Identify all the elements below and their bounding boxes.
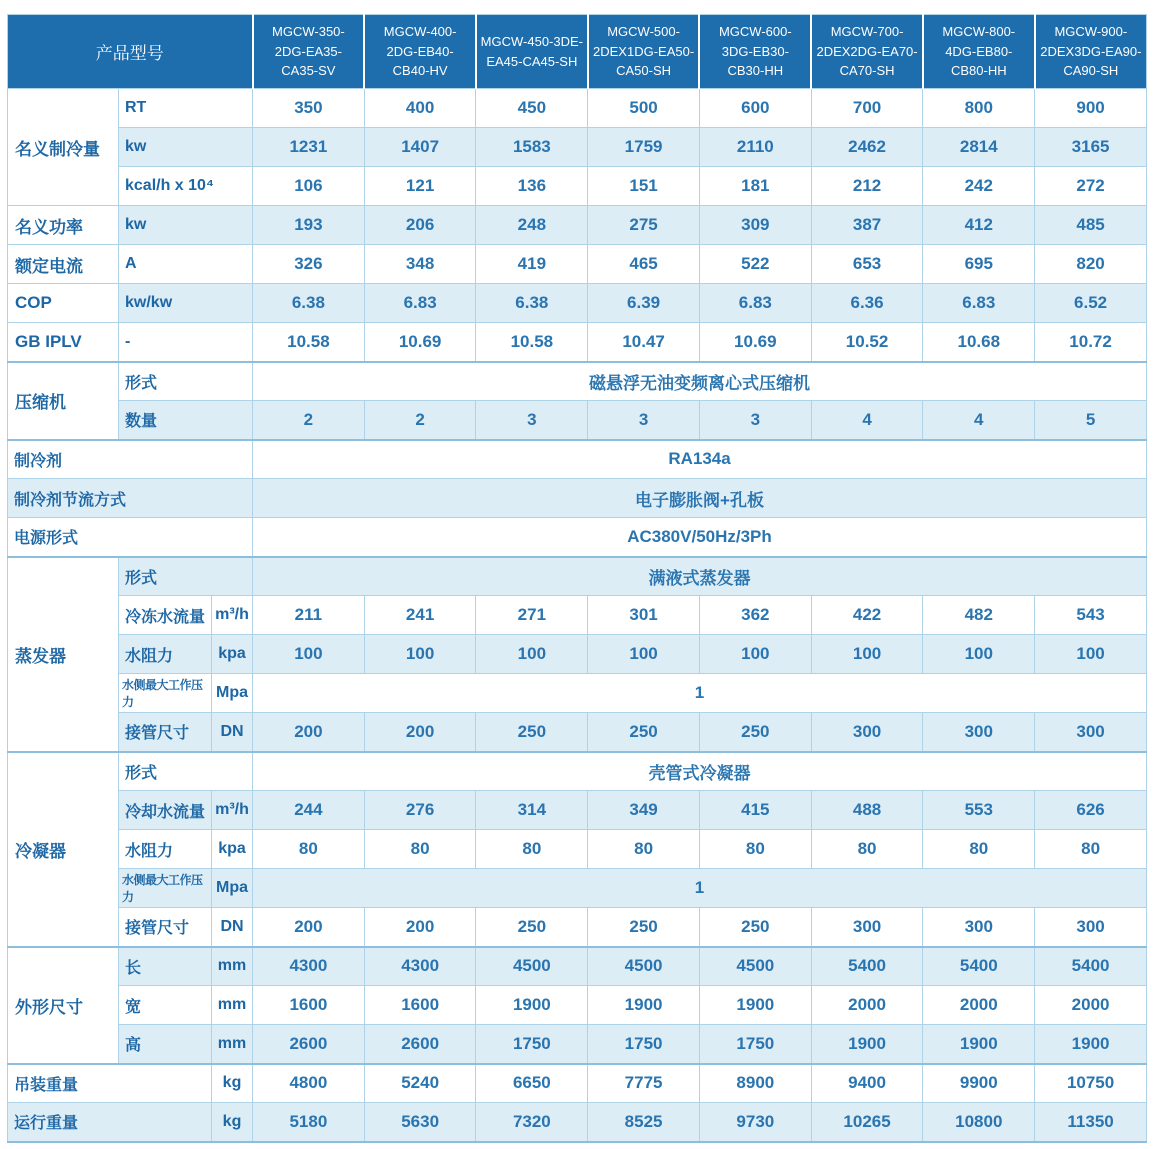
row-label: 水侧最大工作压力 xyxy=(119,869,212,908)
value-cell: 4500 xyxy=(699,947,811,986)
table-row xyxy=(8,245,1147,284)
row-label: 水侧最大工作压力 xyxy=(119,674,212,713)
value-cell: 4 xyxy=(811,401,923,440)
category-cell: 蒸发器 xyxy=(8,557,119,752)
row-label: 制冷剂 xyxy=(8,440,253,479)
row-label: 形式 xyxy=(119,362,253,401)
value-cell: 1900 xyxy=(588,986,700,1025)
value-cell: 300 xyxy=(811,713,923,752)
value-cell: 1750 xyxy=(588,1025,700,1064)
value-cell: 300 xyxy=(1035,908,1147,947)
unit-cell: DN xyxy=(212,713,253,752)
row-label: 形式 xyxy=(119,752,253,791)
value-cell: 1600 xyxy=(364,986,476,1025)
value-cell: 6.52 xyxy=(1035,284,1147,323)
value-cell: 6.39 xyxy=(588,284,700,323)
value-cell: 100 xyxy=(588,635,700,674)
value-cell: 362 xyxy=(699,596,811,635)
table-row xyxy=(8,791,1147,830)
value-cell: 450 xyxy=(476,89,588,128)
category-cell: 压缩机 xyxy=(8,362,119,440)
value-cell: 200 xyxy=(364,908,476,947)
category-cell: 额定电流 xyxy=(8,245,119,284)
value-cell: 3165 xyxy=(1035,128,1147,167)
table-row xyxy=(8,557,1147,596)
value-cell: 695 xyxy=(923,245,1035,284)
unit-cell: m³/h xyxy=(212,596,253,635)
value-cell: 5400 xyxy=(1035,947,1147,986)
row-label: 电源形式 xyxy=(8,518,253,557)
header-model-2: MGCW-400-2DG-EB40-CB40-HV xyxy=(364,15,476,89)
merged-value-cell: 电子膨胀阀+孔板 xyxy=(253,479,1147,518)
value-cell: 6650 xyxy=(476,1064,588,1103)
value-cell: 80 xyxy=(476,830,588,869)
table-row xyxy=(8,479,1147,518)
value-cell: 2000 xyxy=(811,986,923,1025)
spec-table-body xyxy=(8,89,1147,1142)
product-spec-table xyxy=(7,14,1147,1143)
value-cell: 2600 xyxy=(364,1025,476,1064)
value-cell: 415 xyxy=(699,791,811,830)
value-cell: 11350 xyxy=(1035,1103,1147,1142)
value-cell: 300 xyxy=(923,908,1035,947)
value-cell: 200 xyxy=(253,908,365,947)
header-model-3: MGCW-450-3DE-EA45-CA45-SH xyxy=(476,15,588,89)
value-cell: 8900 xyxy=(699,1064,811,1103)
table-row xyxy=(8,284,1147,323)
value-cell: 1759 xyxy=(588,128,700,167)
unit-cell: kg xyxy=(212,1103,253,1142)
table-row xyxy=(8,323,1147,362)
value-cell: 485 xyxy=(1035,206,1147,245)
value-cell: 276 xyxy=(364,791,476,830)
value-cell: 300 xyxy=(923,713,1035,752)
value-cell: 465 xyxy=(588,245,700,284)
value-cell: 1750 xyxy=(699,1025,811,1064)
header-model-7: MGCW-800-4DG-EB80-CB80-HH xyxy=(923,15,1035,89)
row-label: kw xyxy=(119,128,253,167)
unit-cell: mm xyxy=(212,986,253,1025)
value-cell: 300 xyxy=(1035,713,1147,752)
unit-cell: Mpa xyxy=(212,674,253,713)
value-cell: 820 xyxy=(1035,245,1147,284)
value-cell: 193 xyxy=(253,206,365,245)
value-cell: 5240 xyxy=(364,1064,476,1103)
value-cell: 10.69 xyxy=(364,323,476,362)
value-cell: 1407 xyxy=(364,128,476,167)
header-model-6: MGCW-700-2DEX2DG-EA70-CA70-SH xyxy=(811,15,923,89)
row-label: 运行重量 xyxy=(8,1103,212,1142)
merged-value-cell: 满液式蒸发器 xyxy=(253,557,1147,596)
header-row xyxy=(8,15,1147,89)
value-cell: 211 xyxy=(253,596,365,635)
value-cell: 1583 xyxy=(476,128,588,167)
value-cell: 10.58 xyxy=(476,323,588,362)
value-cell: 314 xyxy=(476,791,588,830)
value-cell: 250 xyxy=(588,908,700,947)
value-cell: 482 xyxy=(923,596,1035,635)
value-cell: 412 xyxy=(923,206,1035,245)
value-cell: 349 xyxy=(588,791,700,830)
table-row xyxy=(8,128,1147,167)
value-cell: 10.72 xyxy=(1035,323,1147,362)
category-cell: 冷凝器 xyxy=(8,752,119,947)
value-cell: 2600 xyxy=(253,1025,365,1064)
table-row xyxy=(8,986,1147,1025)
value-cell: 5630 xyxy=(364,1103,476,1142)
value-cell: 500 xyxy=(588,89,700,128)
table-row xyxy=(8,908,1147,947)
value-cell: 80 xyxy=(253,830,365,869)
merged-value-cell: 壳管式冷凝器 xyxy=(253,752,1147,791)
table-row xyxy=(8,752,1147,791)
value-cell: 80 xyxy=(699,830,811,869)
row-label: kcal/h x 10⁴ xyxy=(119,167,253,206)
table-row xyxy=(8,89,1147,128)
value-cell: 419 xyxy=(476,245,588,284)
value-cell: 80 xyxy=(811,830,923,869)
value-cell: 4500 xyxy=(588,947,700,986)
value-cell: 248 xyxy=(476,206,588,245)
table-row xyxy=(8,1025,1147,1064)
value-cell: 272 xyxy=(1035,167,1147,206)
value-cell: 900 xyxy=(1035,89,1147,128)
value-cell: 242 xyxy=(923,167,1035,206)
value-cell: 422 xyxy=(811,596,923,635)
row-label: 接管尺寸 xyxy=(119,713,212,752)
row-label: 水阻力 xyxy=(119,635,212,674)
value-cell: 10.69 xyxy=(699,323,811,362)
table-row xyxy=(8,947,1147,986)
unit-cell: mm xyxy=(212,1025,253,1064)
value-cell: 387 xyxy=(811,206,923,245)
value-cell: 626 xyxy=(1035,791,1147,830)
table-row xyxy=(8,830,1147,869)
value-cell: 100 xyxy=(811,635,923,674)
value-cell: 488 xyxy=(811,791,923,830)
value-cell: 5400 xyxy=(811,947,923,986)
value-cell: 250 xyxy=(699,713,811,752)
value-cell: 553 xyxy=(923,791,1035,830)
row-label: 数量 xyxy=(119,401,253,440)
merged-value-cell: 1 xyxy=(253,674,1147,713)
table-row xyxy=(8,674,1147,713)
value-cell: 200 xyxy=(364,713,476,752)
value-cell: 9730 xyxy=(699,1103,811,1142)
value-cell: 5 xyxy=(1035,401,1147,440)
row-label: 接管尺寸 xyxy=(119,908,212,947)
value-cell: 151 xyxy=(588,167,700,206)
table-row xyxy=(8,635,1147,674)
value-cell: 6.38 xyxy=(253,284,365,323)
row-label: 宽 xyxy=(119,986,212,1025)
unit-cell: kpa xyxy=(212,635,253,674)
value-cell: 400 xyxy=(364,89,476,128)
category-cell: 名义制冷量 xyxy=(8,89,119,206)
value-cell: 10.68 xyxy=(923,323,1035,362)
unit-cell: Mpa xyxy=(212,869,253,908)
value-cell: 80 xyxy=(923,830,1035,869)
unit-cell: DN xyxy=(212,908,253,947)
table-row xyxy=(8,713,1147,752)
value-cell: 7775 xyxy=(588,1064,700,1103)
category-cell: 外形尺寸 xyxy=(8,947,119,1064)
value-cell: 8525 xyxy=(588,1103,700,1142)
merged-value-cell: 1 xyxy=(253,869,1147,908)
value-cell: 6.83 xyxy=(699,284,811,323)
value-cell: 10750 xyxy=(1035,1064,1147,1103)
value-cell: 653 xyxy=(811,245,923,284)
value-cell: 100 xyxy=(253,635,365,674)
table-row xyxy=(8,440,1147,479)
value-cell: 700 xyxy=(811,89,923,128)
row-label: A xyxy=(119,245,253,284)
value-cell: 300 xyxy=(811,908,923,947)
value-cell: 80 xyxy=(588,830,700,869)
value-cell: 2000 xyxy=(1035,986,1147,1025)
table-row xyxy=(8,206,1147,245)
value-cell: 200 xyxy=(253,713,365,752)
value-cell: 350 xyxy=(253,89,365,128)
value-cell: 1231 xyxy=(253,128,365,167)
value-cell: 5400 xyxy=(923,947,1035,986)
value-cell: 100 xyxy=(364,635,476,674)
row-label: 长 xyxy=(119,947,212,986)
row-label: 水阻力 xyxy=(119,830,212,869)
table-row xyxy=(8,518,1147,557)
row-label: 制冷剂节流方式 xyxy=(8,479,253,518)
value-cell: 1900 xyxy=(923,1025,1035,1064)
value-cell: 136 xyxy=(476,167,588,206)
row-label: RT xyxy=(119,89,253,128)
table-row xyxy=(8,596,1147,635)
value-cell: 100 xyxy=(923,635,1035,674)
value-cell: 1900 xyxy=(1035,1025,1147,1064)
header-model-1: MGCW-350-2DG-EA35-CA35-SV xyxy=(253,15,365,89)
value-cell: 1900 xyxy=(699,986,811,1025)
value-cell: 2 xyxy=(253,401,365,440)
value-cell: 241 xyxy=(364,596,476,635)
value-cell: 2 xyxy=(364,401,476,440)
unit-cell: kpa xyxy=(212,830,253,869)
value-cell: 4300 xyxy=(253,947,365,986)
table-row xyxy=(8,167,1147,206)
header-product-model-label: 产品型号 xyxy=(8,15,253,89)
value-cell: 250 xyxy=(699,908,811,947)
value-cell: 244 xyxy=(253,791,365,830)
value-cell: 301 xyxy=(588,596,700,635)
value-cell: 4300 xyxy=(364,947,476,986)
value-cell: 80 xyxy=(364,830,476,869)
value-cell: 6.38 xyxy=(476,284,588,323)
value-cell: 10800 xyxy=(923,1103,1035,1142)
value-cell: 309 xyxy=(699,206,811,245)
value-cell: 348 xyxy=(364,245,476,284)
row-label: 高 xyxy=(119,1025,212,1064)
value-cell: 5180 xyxy=(253,1103,365,1142)
row-label: 冷冻水流量 xyxy=(119,596,212,635)
value-cell: 100 xyxy=(699,635,811,674)
value-cell: 250 xyxy=(588,713,700,752)
category-cell: 名义功率 xyxy=(8,206,119,245)
value-cell: 100 xyxy=(1035,635,1147,674)
table-row xyxy=(8,1103,1147,1142)
value-cell: 1750 xyxy=(476,1025,588,1064)
value-cell: 2814 xyxy=(923,128,1035,167)
value-cell: 7320 xyxy=(476,1103,588,1142)
value-cell: 543 xyxy=(1035,596,1147,635)
table-row xyxy=(8,869,1147,908)
merged-value-cell: 磁悬浮无油变频离心式压缩机 xyxy=(253,362,1147,401)
value-cell: 121 xyxy=(364,167,476,206)
value-cell: 2110 xyxy=(699,128,811,167)
value-cell: 3 xyxy=(699,401,811,440)
category-cell: GB IPLV xyxy=(8,323,119,362)
merged-value-cell: AC380V/50Hz/3Ph xyxy=(253,518,1147,557)
header-model-4: MGCW-500-2DEX1DG-EA50-CA50-SH xyxy=(588,15,700,89)
unit-cell: mm xyxy=(212,947,253,986)
merged-value-cell: RA134a xyxy=(253,440,1147,479)
value-cell: 1600 xyxy=(253,986,365,1025)
value-cell: 3 xyxy=(588,401,700,440)
row-label: 冷却水流量 xyxy=(119,791,212,830)
value-cell: 522 xyxy=(699,245,811,284)
row-label: kw/kw xyxy=(119,284,253,323)
value-cell: 10.52 xyxy=(811,323,923,362)
row-label: 形式 xyxy=(119,557,253,596)
table-row xyxy=(8,362,1147,401)
value-cell: 800 xyxy=(923,89,1035,128)
value-cell: 1900 xyxy=(811,1025,923,1064)
row-label: - xyxy=(119,323,253,362)
value-cell: 250 xyxy=(476,713,588,752)
value-cell: 206 xyxy=(364,206,476,245)
value-cell: 181 xyxy=(699,167,811,206)
value-cell: 4 xyxy=(923,401,1035,440)
row-label: 吊装重量 xyxy=(8,1064,212,1103)
value-cell: 326 xyxy=(253,245,365,284)
value-cell: 3 xyxy=(476,401,588,440)
unit-cell: kg xyxy=(212,1064,253,1103)
value-cell: 4500 xyxy=(476,947,588,986)
value-cell: 6.83 xyxy=(364,284,476,323)
value-cell: 275 xyxy=(588,206,700,245)
table-row xyxy=(8,1064,1147,1103)
value-cell: 1900 xyxy=(476,986,588,1025)
value-cell: 80 xyxy=(1035,830,1147,869)
header-model-5: MGCW-600-3DG-EB30-CB30-HH xyxy=(699,15,811,89)
unit-cell: m³/h xyxy=(212,791,253,830)
value-cell: 600 xyxy=(699,89,811,128)
value-cell: 250 xyxy=(476,908,588,947)
value-cell: 100 xyxy=(476,635,588,674)
value-cell: 2462 xyxy=(811,128,923,167)
value-cell: 6.83 xyxy=(923,284,1035,323)
value-cell: 10.58 xyxy=(253,323,365,362)
value-cell: 10265 xyxy=(811,1103,923,1142)
category-cell: COP xyxy=(8,284,119,323)
header-model-8: MGCW-900-2DEX3DG-EA90-CA90-SH xyxy=(1035,15,1147,89)
value-cell: 4800 xyxy=(253,1064,365,1103)
value-cell: 10.47 xyxy=(588,323,700,362)
value-cell: 2000 xyxy=(923,986,1035,1025)
value-cell: 106 xyxy=(253,167,365,206)
value-cell: 212 xyxy=(811,167,923,206)
value-cell: 271 xyxy=(476,596,588,635)
row-label: kw xyxy=(119,206,253,245)
table-row xyxy=(8,401,1147,440)
value-cell: 6.36 xyxy=(811,284,923,323)
value-cell: 9900 xyxy=(923,1064,1035,1103)
value-cell: 9400 xyxy=(811,1064,923,1103)
